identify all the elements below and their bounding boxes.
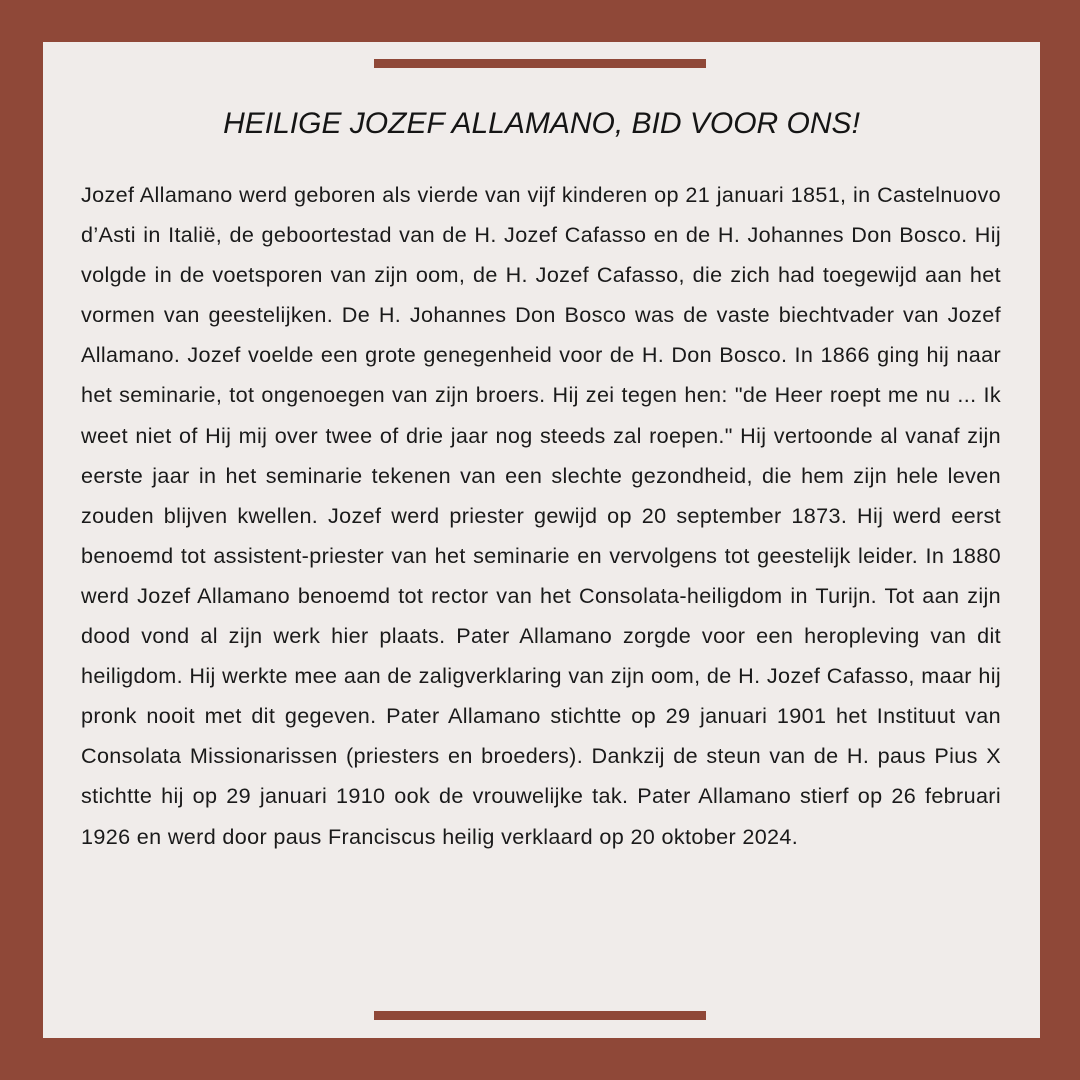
biography-text: Jozef Allamano werd geboren als vierde van vijf kinderen op 21 januari 1851, in Castelnuovo d’Asti in Italië, de geboortestad van de H. Jozef Cafasso en de H. Johannes Don Bosco. Hij volgde in de voetsporen van zijn oom, de H. Jozef Cafasso, die zich had toegewijd aan het vormen van geestelijken. De H. Johannes Don Bosco was de vaste biechtvader van Jozef Allamano. Jozef voelde een grote genegenheid voor de H. Don Bosco. In 1866 ging hij naar het seminarie, tot ongenoegen van zijn broers. Hij zei tegen hen: "de Heer roept me nu ... Ik weet niet of Hij mij over twee of drie jaar nog steeds zal roepen." Hij vertoonde al vanaf zijn eerste jaar in het seminarie tekenen van een slechte gezondheid, die hem zijn hele leven zouden blijven kwellen. Jozef werd priester gewijd op 20 september 1873. Hij werd eerst benoemd tot assistent-priester van het seminarie en vervolgens tot geestelijk leider. In 1880 werd Jozef Allamano benoemd tot rector van het Consolata-heiligdom in Turijn. Tot aan zijn dood vond al zijn werk hier plaats. Pater Allamano zorgde voor een heropleving van dit heiligdom. Hij werkte mee aan de zaligverklaring van zijn oom, de H. Jozef Cafasso, maar hij pronk nooit met dit gegeven. Pater Allamano stichtte op 29 januari 1901 het Instituut van Consolata Missionarissen (priesters en broeders). Dankzij de steun van de H. paus Pius X stichtte hij op 29 januari 1910 ook de vrouwelijke tak. Pater Allamano stierf op 26 februari 1926 en werd door paus Franciscus heilig verklaard op 20 oktober 2024. [81, 182, 1001, 849]
content-card [43, 42, 1040, 1038]
bottom-divider [374, 1011, 706, 1020]
top-divider [374, 59, 706, 68]
page-title: HEILIGE JOZEF ALLAMANO, BID VOOR ONS! [223, 107, 860, 140]
